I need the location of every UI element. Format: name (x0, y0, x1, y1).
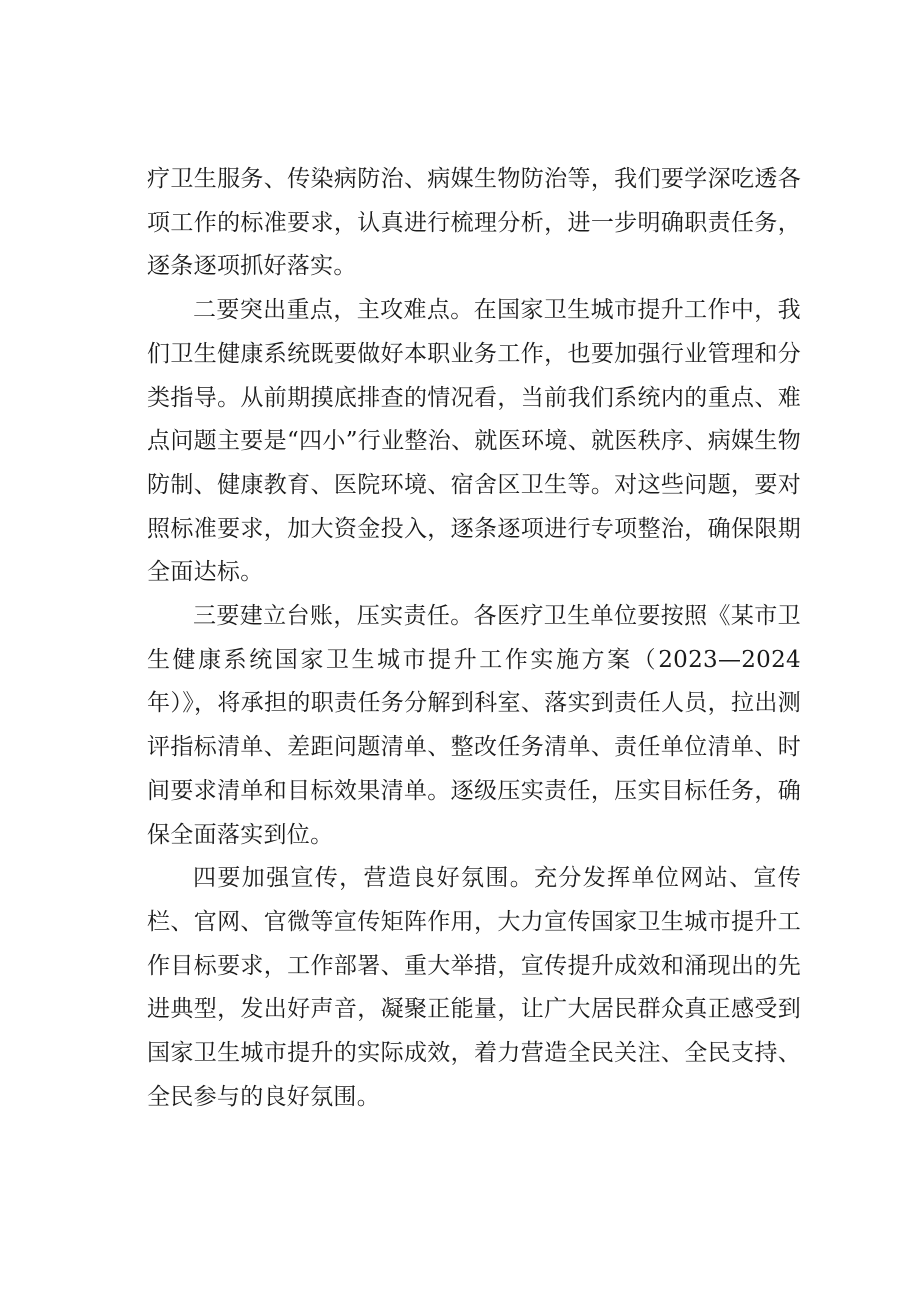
paragraph-3-establish-ledger: 三要建立台账，压实责任。各医疗卫生单位要按照《某市卫生健康系统国家卫生城市提升工作实施方案（2023—2024年）》，将承担的职责任务分解到科室、落实到责任人员，拉出测评指标清单、差距问题清单、整改任务清单、责任单位清单、时间要求清单和目标效果清单。逐级压实责任，压实目标任务，确保全面落实到位。 (147, 603, 801, 848)
document-body (147, 158, 801, 1119)
paragraph-continuation: 疗卫生服务、传染病防治、病媒生物防治等，我们要学深吃透各项工作的标准要求，认真进行梳理分析，进一步明确职责任务，逐条逐项抓好落实。 (147, 166, 801, 280)
paragraph-4-strengthen-publicity: 四要加强宣传，营造良好氛围。充分发挥单位网站、宣传栏、官网、官微等宣传矩阵作用，大力宣传国家卫生城市提升工作目标要求，工作部署、重大举措，宣传提升成效和涌现出的先进典型，发出好声音，凝聚正能量，让广大居民群众真正感受到国家卫生城市提升的实际成效，着力营造全民关注、全民支持、全民参与的良好氛围。 (147, 865, 801, 1110)
paragraph-2-focus-key-points: 二要突出重点，主攻难点。在国家卫生城市提升工作中，我们卫生健康系统既要做好本职业务工作，也要加强行业管理和分类指导。从前期摸底排查的情况看，当前我们系统内的重点、难点问题主要是“四小”行业整治、就医环境、就医秩序、病媒生物防制、健康教育、医院环境、宿舍区卫生等。对这些问题，要对照标准要求，加大资金投入，逐条逐项进行专项整治，确保限期全面达标。 (147, 297, 801, 586)
